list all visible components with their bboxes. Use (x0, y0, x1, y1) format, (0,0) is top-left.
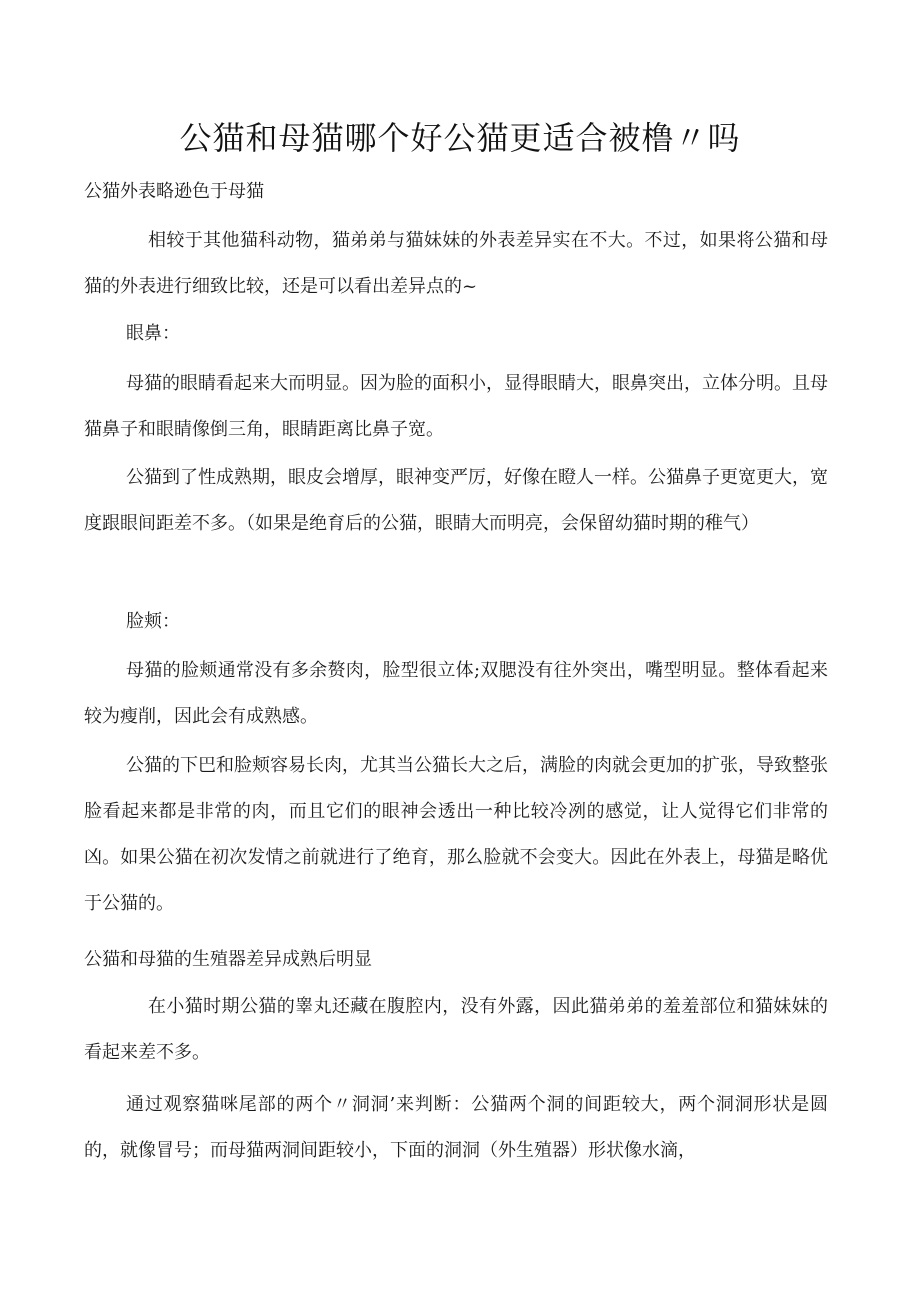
section-heading-appearance: 公猫外表略逊色于母猫 (84, 181, 264, 202)
paragraph-kitten: 在小猫时期公猫的睾丸还藏在腹腔内，没有外露，因此猫弟弟的羞羞部位和猫妹妹的看起来差不多。 (84, 996, 828, 1063)
paragraph-cheeks-male: 公猫的下巴和脸颊容易长肉，尤其当公猫长大之后，满脸的肉就会更加的扩张，导致整张脸看起来都是非常的肉，而且它们的眼神会透出一种比较冷冽的感觉，让人觉得它们非常的凶。如果公猫在初次发情之前就进行了绝育，那么脸就不会变大。因此在外表上，母猫是略优于公猫的。 (84, 755, 828, 914)
paragraph-cheeks-female: 母猫的脸颊通常没有多余赘肉，脸型很立体;双腮没有往外突出，嘴型明显。整体看起来较为瘦削，因此会有成熟感。 (84, 660, 828, 727)
label-cheeks: 脸颊： (126, 611, 180, 632)
paragraph-eyes-nose-female: 母猫的眼睛看起来大而明显。因为脸的面积小，显得眼睛大，眼鼻突出，立体分明。且母猫鼻子和眼睛像倒三角，眼睛距离比鼻子宽。 (84, 373, 828, 440)
paragraph-intro: 相较于其他猫科动物，猫弟弟与猫妹妹的外表差异实在不大。不过，如果将公猫和母猫的外表进行细致比较，还是可以看出差异点的~ (84, 230, 828, 297)
section-heading-genitals: 公猫和母猫的生殖器差异成熟后明显 (84, 949, 372, 970)
label-eyes-nose: 眼鼻： (126, 323, 180, 344)
document-title: 公猫和母猫哪个好公猫更适合被橹〃吗 (179, 119, 741, 157)
paragraph-observe: 通过观察猫咪尾部的两个〃洞洞’来判断：公猫两个洞的间距较大，两个洞洞形状是圆的，就像冒号；而母猫两洞间距较小，下面的洞洞（外生殖器）形状像水滴， (84, 1094, 828, 1161)
paragraph-eyes-nose-male: 公猫到了性成熟期，眼皮会增厚，眼神变严厉，好像在瞪人一样。公猫鼻子更宽更大，宽度跟眼间距差不多。（如果是绝育后的公猫，眼睛大而明亮，会保留幼猫时期的稚气） (84, 467, 828, 534)
